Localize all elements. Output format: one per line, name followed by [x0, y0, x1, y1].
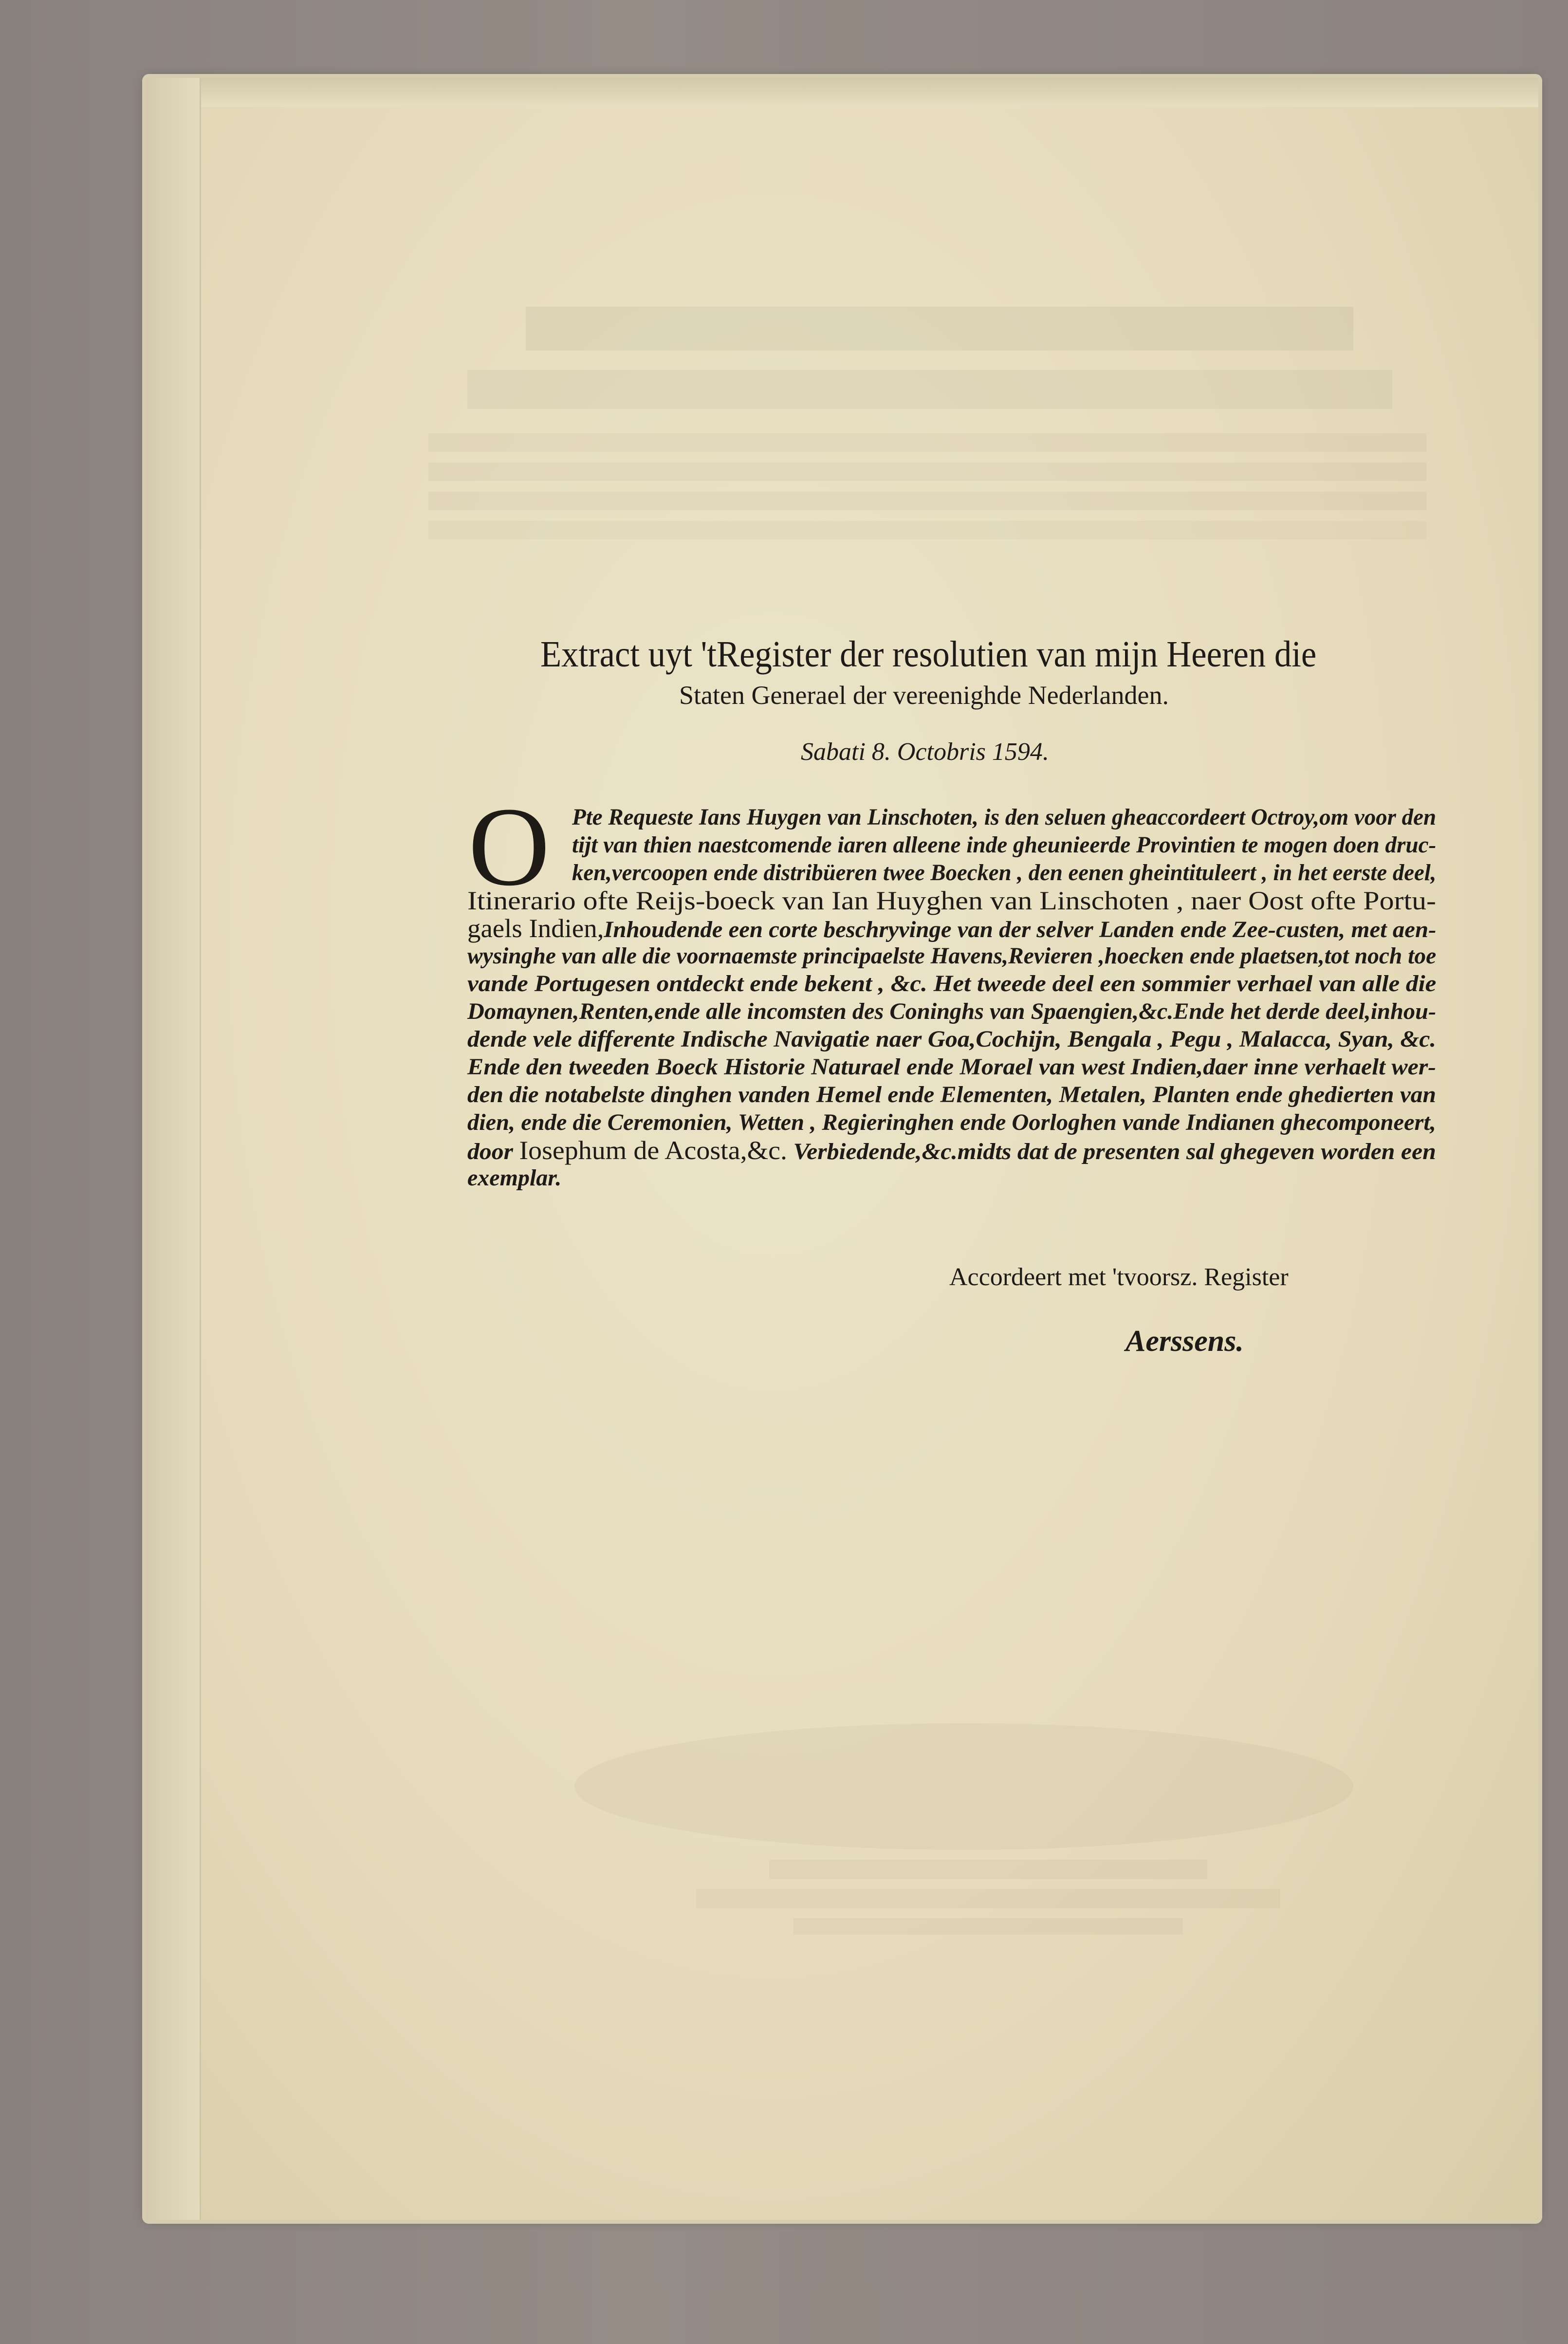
body-line-segment: vande Portugesen ontdeckt ende bekent , &c. Het tweede deel een sommier verhael van alle die	[467, 971, 1437, 997]
body-line	[467, 997, 1436, 1026]
body-line	[467, 1108, 1436, 1137]
paper-binding-edge	[146, 78, 201, 2220]
body-line-segment: tijt van thien naestcomende iaren alleene inde gheunieerde Provintien te mogen doen druc-	[572, 832, 1437, 858]
body-line-segment: den die notabelste dinghen vanden Hemel ende Elementen, Metalen, Planten ende ghedierten van	[467, 1082, 1436, 1107]
body-line-segment: Itinerario ofte Reijs-boeck van Ian Huyghen van Linschoten , naer Oost ofte Portu-	[467, 886, 1436, 915]
body-line	[467, 1025, 1436, 1053]
body-line	[467, 970, 1436, 998]
body-line	[467, 914, 1436, 944]
body-line-segment: ken,vercoopen ende distribüeren twee Boecken , den eenen gheintituleert , in het eerste deel,	[572, 860, 1437, 886]
document-date: Sabati 8. Octobris 1594.	[801, 738, 1049, 766]
document-title: Extract uyt 'tRegister der resolutien van mijn Heeren die	[540, 634, 1317, 675]
body-line-segment: dende vele differente Indische Navigatie naer Goa,Cochijn, Bengala , Pegu , Malacca, Syan, &c.	[467, 1026, 1436, 1052]
signature: Aerssens.	[1125, 1325, 1244, 1358]
body-line	[467, 942, 1436, 970]
body-line	[572, 803, 1436, 831]
body-line-segment: gaels Indien,	[467, 914, 604, 943]
body-line-segment: Domaynen,Renten,ende alle incomsten des Coninghs van Spaengien,&c.Ende het derde deel,inhou-	[467, 998, 1437, 1024]
body-line-segment: exemplar.	[467, 1165, 562, 1191]
body-line-segment: Ende den tweeden Boeck Historie Naturael ende Morael van west Indien,daer inne verhaelt wer-	[467, 1054, 1436, 1080]
paper-top-edge	[146, 78, 1538, 107]
body-line-segment: Inhoudende een corte beschryvinge van der selver Landen ende Zee-custen, met aen-	[604, 917, 1437, 942]
show-through-block	[428, 287, 1451, 560]
body-line	[467, 1164, 561, 1192]
drop-cap: O	[468, 784, 550, 909]
body-line-segment: Iosephum de Acosta,&c.	[519, 1136, 788, 1165]
body-line	[467, 1081, 1436, 1109]
body-line	[467, 1053, 1436, 1081]
body-line-segment: Pte Requeste Ians Huygen van Linschoten, is den seluen gheaccordeert Octroy,om voor den	[572, 804, 1437, 830]
body-line	[467, 1136, 1436, 1166]
attestation: Accordeert met 'tvoorsz. Register	[949, 1263, 1289, 1291]
body-line-segment: dien, ende die Ceremonien, Wetten , Regieringhen ende Oorloghen vande Indianen ghecomponeert,	[467, 1109, 1436, 1135]
body-line-segment: wysinghe van alle die voornaemste principaelste Havens,Revieren ,hoecken ende plaetsen,tot noch toe	[467, 943, 1437, 969]
body-line	[572, 831, 1436, 859]
body-line	[467, 886, 1436, 916]
body-line-segment: door	[467, 1139, 519, 1164]
body-line	[572, 859, 1436, 887]
show-through-lower	[428, 1704, 1475, 1938]
document-subtitle: Staten Generael der vereenighde Nederlanden.	[679, 681, 1169, 710]
body-line-segment: Verbiedende,&c.midts dat de presenten sal ghegeven worden een	[787, 1139, 1436, 1164]
